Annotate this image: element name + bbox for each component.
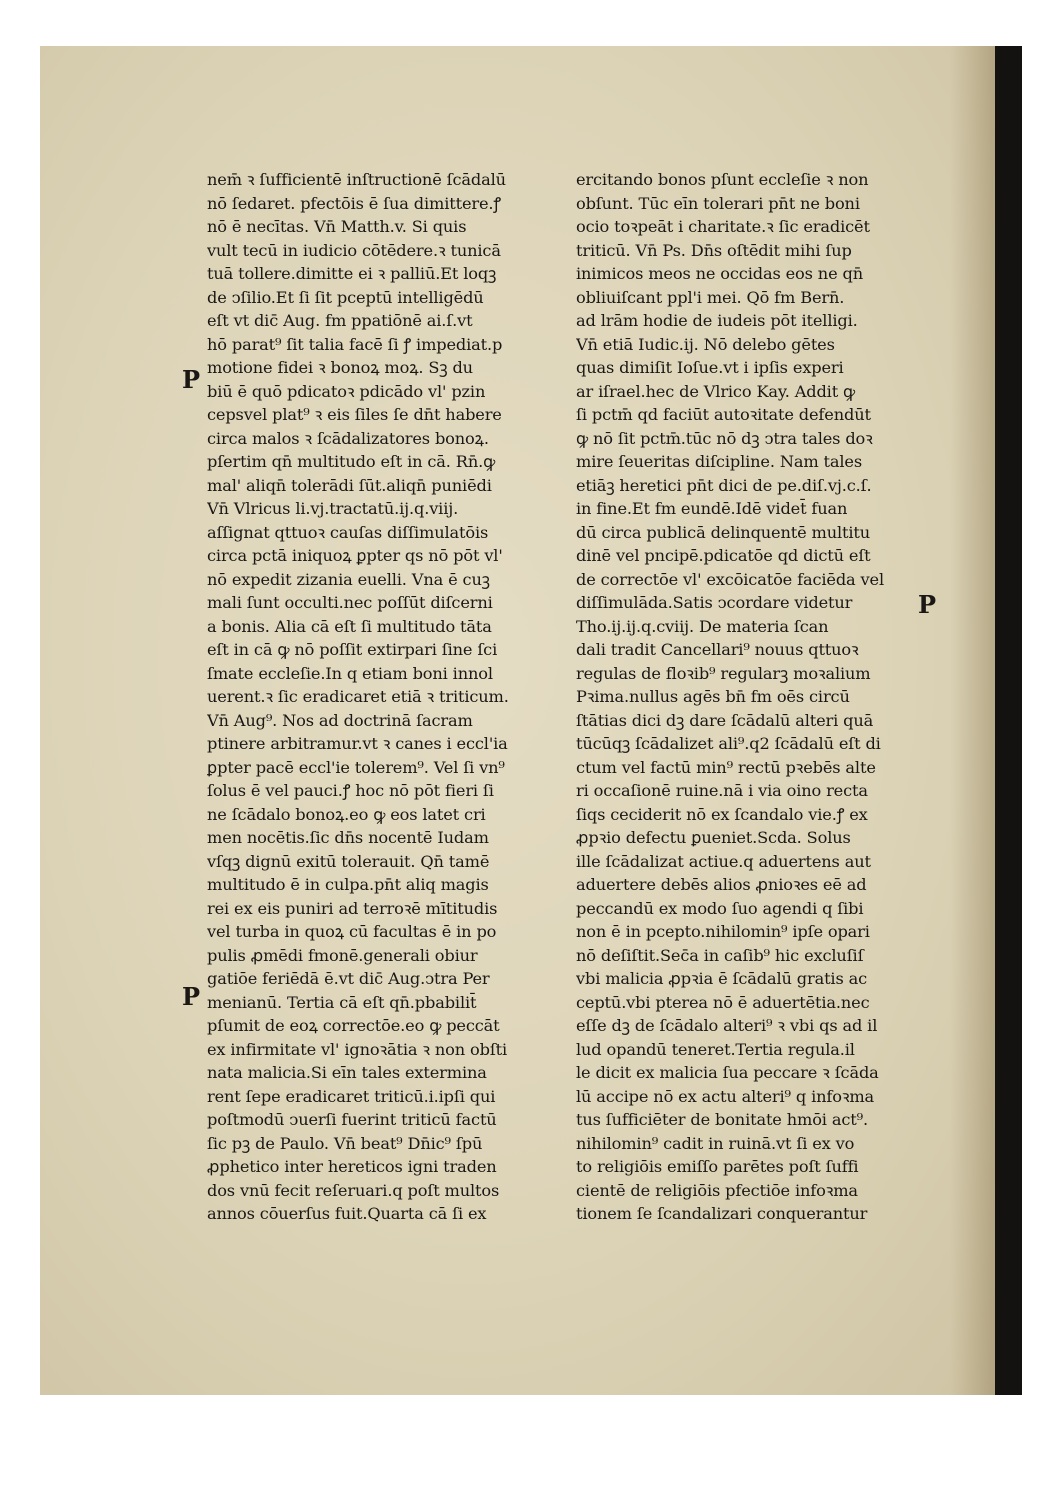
text-line: nō ē necītas. Vn̄ Matth.v. Si quis bbox=[207, 217, 467, 236]
text-line: non ē in pcepto.nihilomin⁹ ipſe opari bbox=[576, 922, 870, 941]
text-line: Vn̄ Aug⁹. Nos ad doctrinā ſacram bbox=[207, 710, 473, 730]
text-line: regulas de floꝛib⁹ regularꝫ moꝛalium bbox=[576, 663, 871, 683]
text-line: ex infirmitate vl' ignoꝛātia ꝛ non obſti bbox=[207, 1039, 508, 1059]
text-line: dali tradit Cancellari⁹ nouus qttuoꝛ bbox=[576, 640, 859, 659]
text-line: annos cōuerſus fuit.Quarta cā ſi ex bbox=[207, 1204, 487, 1223]
text-line: dos vnū fecit reſeruari.q poſt multos bbox=[207, 1180, 500, 1200]
text-line: pſertim qn̄ multitudo eſt in cā. Rn̄.ꝙ bbox=[207, 452, 496, 471]
text-line: dinē vel pncipē.pdicatōe qd dictū eſt bbox=[576, 546, 871, 565]
text-line: de correctōe vl' excōicatōe faciēda vel bbox=[576, 569, 884, 589]
text-line: men nocētis.ſic dn̄s nocentē Iudam bbox=[207, 828, 489, 847]
text-line: Vn̄ etiā Iudic.ij. Nō delebo gētes bbox=[576, 334, 835, 354]
text-line: cientē de religiōis pfectiōe infoꝛma bbox=[576, 1180, 858, 1200]
text-line: in fine.Et fm eundē.Idē videt̄ fuan bbox=[576, 499, 848, 518]
text-line: uerent.ꝛ ſic eradicaret etiā ꝛ triticum. bbox=[207, 687, 509, 706]
text-line: eſt vt dic̄ Aug. fm ppatiōnē ai.ſ.vt bbox=[207, 311, 473, 330]
text-line: vſqꝫ dignū exitū tolerauit. Qn̄ tamē bbox=[207, 851, 490, 871]
text-line: ſmate eccleſie.In q etiam boni innol bbox=[207, 663, 493, 683]
text-line: ercitando bonos pſunt eccleſie ꝛ non bbox=[576, 170, 869, 189]
text-line: circa pctā iniquoꝝ ꝑpter qs nō pōt vl' bbox=[207, 546, 503, 565]
text-line: Tho.ij.ij.q.cviij. De materia ſcan bbox=[576, 616, 829, 636]
text-line: ꝓpꝛio defectu ꝑueniet.Scda. Solus bbox=[576, 828, 851, 847]
text-line: nem̄ ꝛ ſufficientē inſtructionē ſcādalū bbox=[207, 170, 506, 189]
text-line: a bonis. Alia cā eſt ſi multitudo tāta bbox=[207, 616, 492, 636]
text-line: ocio toꝛpeāt i charitate.ꝛ ſic eradicēt bbox=[576, 217, 870, 236]
text-line: eſt in cā ꝙ nō poſſit extirpari ſine ſci bbox=[207, 640, 498, 659]
page-edge-shadow bbox=[950, 46, 995, 1395]
text-line: ille ſcādalizat actiue.q aduertens aut bbox=[576, 851, 871, 871]
text-line: vult tecū in iudicio cōtēdere.ꝛ tunicā bbox=[207, 240, 501, 260]
text-line: tus ſufficiēter de bonitate hmōi act⁹. bbox=[576, 1110, 868, 1129]
text-line: ceptū.vbi pterea nō ē aduertētia.nec bbox=[576, 992, 870, 1012]
text-line: ſic pꝫ de Paulo. Vn̄ beat⁹ Dn̄ic⁹ ſpū bbox=[207, 1133, 483, 1153]
text-line: nō ſedaret. pfectōis ē ſua dimittere.ꝭ bbox=[207, 193, 501, 213]
text-line: poſtmodū ↄuerſi fuerint triticū factū bbox=[207, 1110, 497, 1129]
text-line: menianū. Tertia cā eſt qn̄.pbabilit̄ bbox=[207, 992, 477, 1012]
text-line: aſſignat qttuoꝛ cauſas diſſimulatōis bbox=[207, 522, 489, 542]
text-line: multitudo ē in culpa.pn̄t aliq magis bbox=[207, 875, 489, 894]
text-line: mire ſeueritas diſcipline. Nam tales bbox=[576, 452, 863, 471]
text-line: eſſe dꝫ de ſcādalo alteri⁹ ꝛ vbi qs ad il bbox=[576, 1016, 878, 1035]
text-line: lud opandū teneret.Tertia regula.il bbox=[576, 1039, 855, 1059]
text-line: to religiōis emiſſo parētes poſt ſuffi bbox=[576, 1157, 859, 1176]
text-line: de ↄſilio.Et ſi ſit pceptū intelligēdū bbox=[207, 287, 484, 307]
text-line: tuā tollere.dimitte ei ꝛ palliū.Et loqꝫ bbox=[207, 264, 497, 283]
text-line: circa malos ꝛ ſcādalizatores bonoꝝ. bbox=[207, 428, 489, 448]
text-line: lū accipe nō ex actu alteri⁹ q infoꝛma bbox=[576, 1086, 875, 1106]
text-line: mali ſunt occulti.nec poſſūt diſcerni bbox=[207, 593, 493, 612]
paragraph-mark: P bbox=[182, 365, 201, 394]
text-line: Vn̄ Vlricus li.vj.tractatū.ij.q.viij. bbox=[207, 499, 459, 518]
text-line: nō deſiſtit.Sec̄a in caſib⁹ hic excluſiſ bbox=[576, 945, 864, 965]
text-line: ar iſrael.hec de Vlrico Kay. Addit ꝙ bbox=[576, 381, 856, 401]
text-line: ſolus ē vel pauci.ꝭ hoc nō pōt fieri ſi bbox=[207, 781, 494, 800]
text-line: obſunt. Tūc eīn tolerari pn̄t ne boni bbox=[576, 193, 860, 213]
paragraph-mark: P bbox=[918, 590, 937, 619]
text-line: ri occaſionē ruine.nā i via oino recta bbox=[576, 781, 868, 800]
text-line: triticū. Vn̄ Ps. Dn̄s oſtēdit mihi ſup bbox=[576, 240, 852, 260]
text-line: ſtātias dici dꝫ dare ſcādalū alteri quā bbox=[576, 710, 874, 730]
text-line: dū circa publicā delinquentē multitu bbox=[576, 522, 871, 542]
text-line: ſiqs ceciderit nō ex ſcandalo vie.ꝭ ex bbox=[576, 804, 868, 824]
text-line: ne ſcādalo bonoꝝ.eo ꝙ eos latet cri bbox=[207, 804, 486, 824]
text-line: motione fidei ꝛ bonoꝝ moꝝ. Sꝫ du bbox=[207, 358, 473, 377]
left-text-column bbox=[207, 168, 552, 1226]
text-line: nihilomin⁹ cadit in ruinā.vt ſi ex vo bbox=[576, 1133, 855, 1153]
text-line: ctum vel factū min⁹ rectū pꝛebēs alte bbox=[576, 757, 876, 777]
text-line: nō expedit zizania euelli. Vna ē cuꝫ bbox=[207, 569, 490, 589]
text-line: tūcūqꝫ ſcādalizet ali⁹.q2 ſcādalū eſt di bbox=[576, 734, 881, 753]
text-line: obliuiſcant ppl'i mei. Qō fm Bern̄. bbox=[576, 287, 845, 307]
text-line: peccandū ex modo ſuo agendi q ſibi bbox=[576, 898, 864, 918]
text-line: rei ex eis puniri ad terroꝛē mītitudis bbox=[207, 898, 498, 918]
text-line: vel turba in quoꝝ cū facultas ē in po bbox=[207, 922, 497, 941]
paragraph-mark: P bbox=[182, 982, 201, 1011]
right-text-column bbox=[576, 168, 921, 1226]
text-line: cepsvel plat⁹ ꝛ eis ſiles ſe dn̄t habere bbox=[207, 405, 502, 424]
text-line: pulis ꝓmēdi fmonē.generali obiur bbox=[207, 945, 478, 965]
text-line: ꝓphetico inter hereticos igni traden bbox=[207, 1157, 497, 1176]
text-line: gatiōe feriēdā ē.vt dic̄ Aug.ↄtra Per bbox=[207, 969, 490, 988]
text-line: ꝑpter pacē eccl'ie tolerem⁹. Vel ſi vn⁹ bbox=[207, 757, 505, 777]
text-line: tionem ſe ſcandalizari conquerantur bbox=[576, 1204, 868, 1223]
text-line: ſi pctm̄ qd faciūt autoꝛitate defendūt bbox=[576, 405, 871, 424]
text-line: nata malicia.Si eīn tales extermina bbox=[207, 1063, 487, 1082]
text-line: biū ē quō pdicatoꝛ pdicādo vl' pzin bbox=[207, 381, 486, 401]
text-line: aduertere debēs alios ꝓnioꝛes eē ad bbox=[576, 875, 867, 894]
text-line: pſumit de eoꝝ correctōe.eo ꝙ peccāt bbox=[207, 1016, 500, 1035]
text-line: mal' aliqn̄ tolerādi ſūt.aliqn̄ puniēdi bbox=[207, 475, 492, 495]
text-line: inimicos meos ne occidas eos ne qn̄ bbox=[576, 264, 863, 283]
text-line: ad lrām hodie de iudeis pōt itelligi. bbox=[576, 311, 858, 330]
text-line: quas dimiſit Ioſue.vt i ipſis experi bbox=[576, 358, 844, 377]
text-line: diſſimulāda.Satis ↄcordare videtur bbox=[576, 593, 853, 612]
text-line: hō parat⁹ ſit talia facē ſi ꝭ impediat.p bbox=[207, 334, 503, 354]
text-line: rent ſepe eradicaret triticū.i.ipſi qui bbox=[207, 1086, 496, 1106]
text-line: vbi malicia ꝓpꝛia ē ſcādalū gratis ac bbox=[576, 969, 868, 988]
text-line: ptinere arbitramur.vt ꝛ canes i eccl'ia bbox=[207, 734, 508, 753]
text-line: Pꝛima.nullus agēs bn̄ fm oēs circū bbox=[576, 687, 850, 706]
text-line: etiāꝫ heretici pn̄t dici de pe.diſ.vj.c.ſ. bbox=[576, 475, 872, 495]
text-line: ꝙ nō ſit pctm̄.tūc nō dꝫ ↄtra tales doꝛ bbox=[576, 428, 873, 448]
text-line: le dicit ex malicia ſua peccare ꝛ ſcāda bbox=[576, 1063, 879, 1082]
